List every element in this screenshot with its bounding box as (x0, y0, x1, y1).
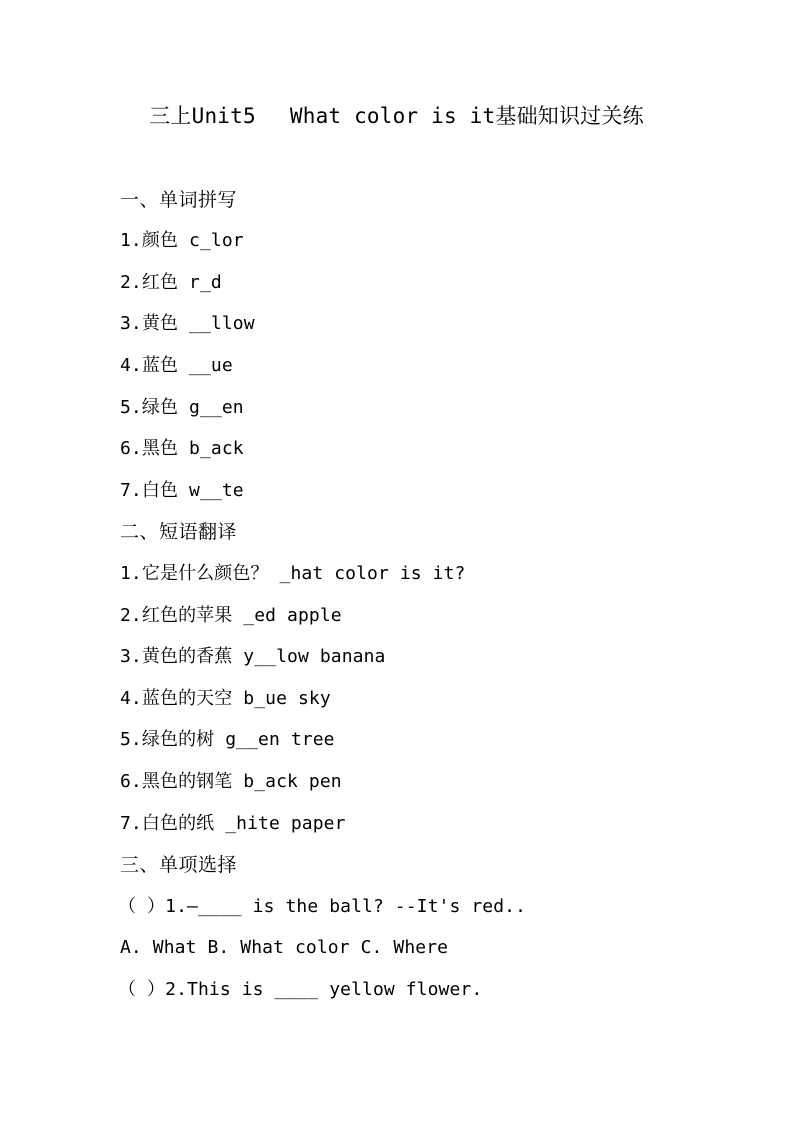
choice-question-1-options: A. What B. What color C. Where (120, 937, 449, 958)
section-heading-multiple-choice: 三、单项选择 (120, 854, 238, 876)
phrase-item-3: 3.黄色的香蕉 y__low banana (120, 646, 386, 667)
phrase-item-4: 4.蓝色的天空 b_ue sky (120, 688, 331, 709)
section-heading-word-spelling: 一、单词拼写 (120, 189, 238, 211)
spelling-item-6: 6.黑色 b_ack (120, 438, 244, 459)
spelling-item-5: 5.绿色 g__en (120, 397, 244, 418)
spelling-item-1: 1.颜色 c_lor (120, 230, 244, 251)
phrase-item-7: 7.白色的纸 _hite paper (120, 813, 346, 834)
page-title: 三上Unit5 What color is it基础知识过关练 (149, 104, 644, 128)
choice-question-1: （ ）1.—____ is the ball? --It's red.. (118, 896, 527, 917)
spelling-item-3: 3.黄色 __llow (120, 313, 255, 334)
phrase-item-1: 1.它是什么颜色？ _hat color is it? (120, 563, 466, 584)
spelling-item-2: 2.红色 r_d (120, 272, 222, 293)
spelling-item-4: 4.蓝色 __ue (120, 355, 233, 376)
phrase-item-6: 6.黑色的钢笔 b_ack pen (120, 771, 342, 792)
phrase-item-5: 5.绿色的树 g__en tree (120, 729, 335, 750)
choice-question-2: （ ）2.This is ____ yellow flower. (118, 979, 483, 1000)
section-heading-phrase-translation: 二、短语翻译 (120, 521, 238, 543)
spelling-item-7: 7.白色 w__te (120, 480, 244, 501)
phrase-item-2: 2.红色的苹果 _ed apple (120, 605, 342, 626)
